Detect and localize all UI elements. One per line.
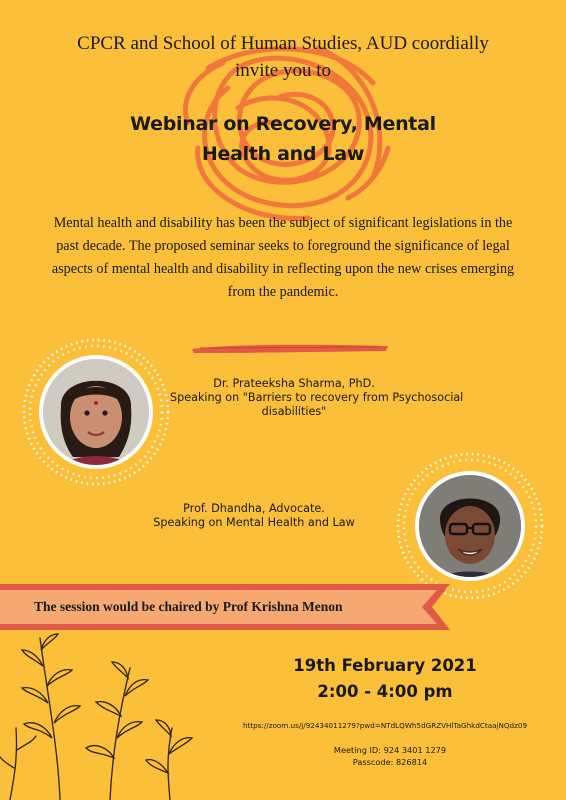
speaker-name: Prof. Dhandha, Advocate. <box>183 502 325 515</box>
description-line: from the pandemic. <box>227 284 339 300</box>
title-line: Webinar on Recovery, Mental <box>130 113 436 135</box>
speaker-topic: disabilities" <box>261 405 327 418</box>
webinar-title <box>60 109 506 169</box>
intro-line: CPCR and School of Human Studies, AUD coordially <box>77 33 489 54</box>
meeting-id: Meeting ID: 924 3401 1279 <box>333 745 447 755</box>
speaker-1-info <box>170 377 464 419</box>
webinar-description <box>34 212 532 304</box>
speaker-topic: Speaking on "Barriers to recovery from Psychosocial <box>170 391 464 404</box>
description-line: Mental health and disability has been the subject of significant legislations in the <box>53 215 513 231</box>
event-date: 19th February 2021 <box>293 656 477 675</box>
speaker-name: Dr. Prateeksha Sharma, PhD. <box>213 377 375 390</box>
meeting-passcode: Passcode: 826814 <box>352 757 428 767</box>
event-datetime <box>280 653 490 705</box>
title-line: Health and Law <box>201 143 365 165</box>
chair-announcement: The session would be chaired by Prof Krishna Menon <box>34 599 343 614</box>
intro-line: invite you to <box>234 60 332 81</box>
speaker-2-info <box>120 502 388 530</box>
zoom-link[interactable]: https://zoom.us/j/92434011279?pwd=NTdLQWh5dGRZVHlTaGhkdCtaajNQdz09 <box>242 721 528 730</box>
speaker-2-photo <box>395 451 545 601</box>
description-line: past decade. The proposed seminar seeks to foreground the significance of legal <box>56 238 510 254</box>
invitation-intro <box>20 30 546 84</box>
brush-stroke-divider <box>190 340 390 356</box>
description-line: aspects of mental health and disability in reflecting upon the new crises emerging <box>51 261 515 277</box>
meeting-credentials <box>290 744 490 768</box>
plant-line-art-decoration <box>0 628 210 800</box>
event-time: 2:00 - 4:00 pm <box>317 682 453 701</box>
speaker-1-photo <box>21 337 171 487</box>
speaker-topic: Speaking on Mental Health and Law <box>153 516 355 529</box>
